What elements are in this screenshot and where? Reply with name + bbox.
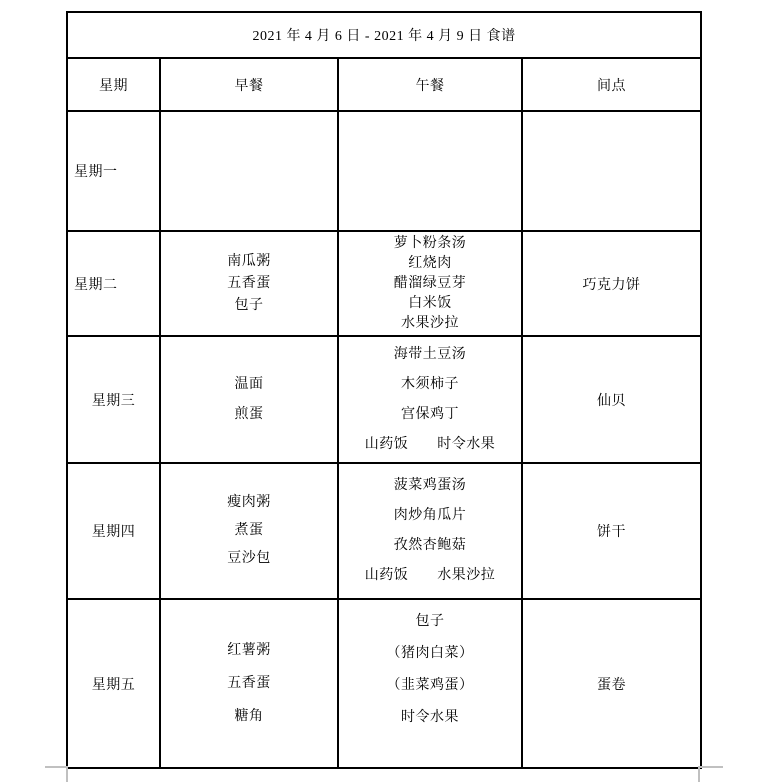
day-cell-wednesday: 星期三 bbox=[67, 336, 160, 463]
breakfast-cell-thursday: 瘦肉粥 煮蛋 豆沙包 bbox=[160, 463, 338, 599]
menu-table bbox=[66, 11, 702, 769]
column-header-lunch: 午餐 bbox=[338, 58, 522, 111]
table-row-tuesday bbox=[67, 231, 701, 336]
day-cell-friday: 星期五 bbox=[67, 599, 160, 768]
page-margin-mark-bottom-left-vertical bbox=[66, 766, 68, 782]
breakfast-cell-tuesday: 南瓜粥 五香蛋 包子 bbox=[160, 231, 338, 336]
breakfast-cell-monday bbox=[160, 111, 338, 231]
snack-cell-monday bbox=[522, 111, 701, 231]
column-header-snack: 间点 bbox=[522, 58, 701, 111]
lunch-cell-monday bbox=[338, 111, 522, 231]
lunch-cell-thursday: 菠菜鸡蛋汤 肉炒角瓜片 孜然杏鲍菇 山药饭 水果沙拉 bbox=[338, 463, 522, 599]
snack-cell-thursday: 饼干 bbox=[522, 463, 701, 599]
header-row bbox=[67, 58, 701, 111]
column-header-weekday: 星期 bbox=[67, 58, 160, 111]
table-row-friday bbox=[67, 599, 701, 768]
breakfast-cell-wednesday: 温面 煎蛋 bbox=[160, 336, 338, 463]
column-header-breakfast: 早餐 bbox=[160, 58, 338, 111]
table-row-thursday bbox=[67, 463, 701, 599]
day-cell-monday: 星期一 bbox=[67, 111, 160, 231]
snack-cell-friday: 蛋卷 bbox=[522, 599, 701, 768]
page-margin-mark-bottom-right-vertical bbox=[698, 766, 700, 782]
document-title: 2021 年 4 月 6 日 - 2021 年 4 月 9 日 食谱 bbox=[67, 12, 701, 58]
day-cell-tuesday: 星期二 bbox=[67, 231, 160, 336]
breakfast-cell-friday: 红薯粥 五香蛋 糖角 bbox=[160, 599, 338, 768]
table-row-wednesday bbox=[67, 336, 701, 463]
lunch-cell-friday: 包子 （猪肉白菜） （韭菜鸡蛋） 时令水果 bbox=[338, 599, 522, 768]
title-row bbox=[67, 12, 701, 58]
snack-cell-tuesday: 巧克力饼 bbox=[522, 231, 701, 336]
lunch-cell-wednesday: 海带土豆汤 木须柿子 宫保鸡丁 山药饭 时令水果 bbox=[338, 336, 522, 463]
day-cell-thursday: 星期四 bbox=[67, 463, 160, 599]
table-row-monday bbox=[67, 111, 701, 231]
snack-cell-wednesday: 仙贝 bbox=[522, 336, 701, 463]
lunch-cell-tuesday: 萝卜粉条汤 红烧肉 醋溜绿豆芽 白米饭 水果沙拉 bbox=[338, 231, 522, 336]
page-margin-mark-bottom-left-horizontal bbox=[45, 766, 67, 768]
page-margin-mark-bottom-right-horizontal bbox=[700, 766, 723, 768]
